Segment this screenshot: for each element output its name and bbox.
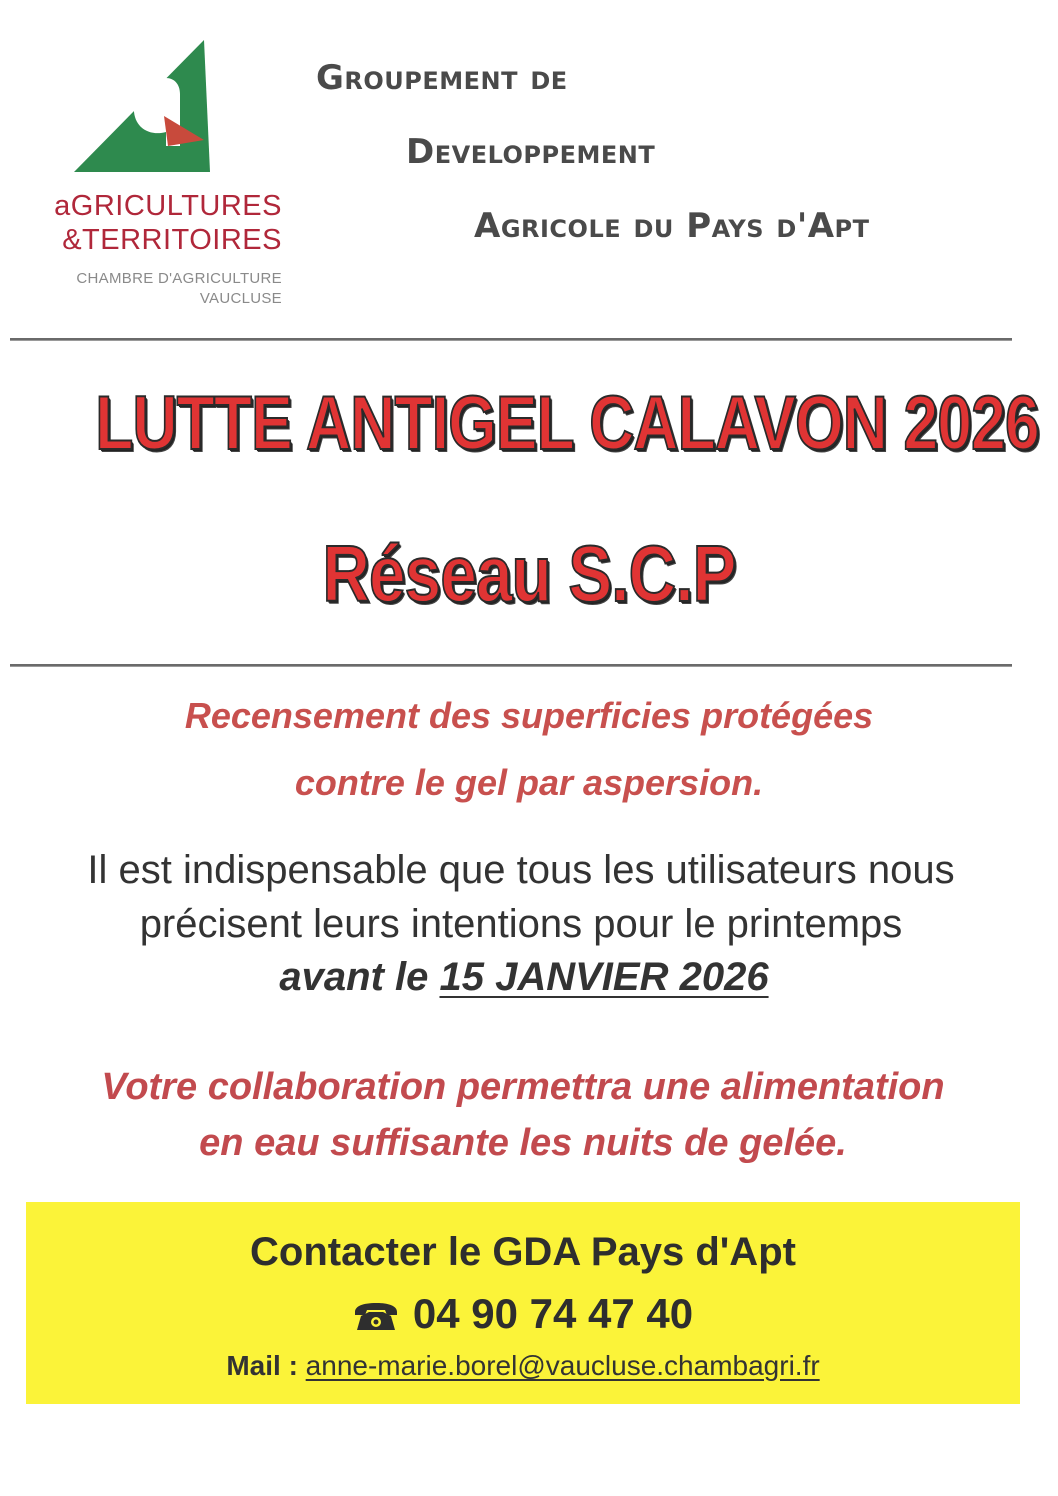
telephone-icon (353, 1302, 399, 1332)
census-line1: Recensement des superficies protégées (184, 695, 874, 736)
org-name-line1: Groupement de (316, 58, 568, 98)
phone-number: 04 90 74 47 40 (412, 1290, 694, 1337)
notice-line1: Il est indispensable que tous les utilisateurs nous (87, 848, 955, 892)
headline-subtitle: Réseau S.C.P (322, 529, 736, 618)
email-link[interactable]: anne-marie.borel@vaucluse.chambagri.fr (305, 1350, 820, 1381)
headline-title: LUTTE ANTIGEL CALAVON 2026 (95, 381, 1039, 466)
contact-box (26, 1202, 1020, 1404)
divider-top (10, 338, 1012, 341)
collaboration-line2: en eau suffisante les nuits de gelée. (199, 1122, 847, 1164)
census-line2: contre le gel par aspersion. (294, 762, 764, 803)
logo-text-chambre: CHAMBRE D'AGRICULTURE (76, 270, 282, 287)
logo-text-territoires: &TERRITOIRES (62, 224, 282, 256)
deadline-prefix: avant le (279, 955, 440, 999)
chamber-logo (54, 38, 282, 318)
deadline-date: 15 JANVIER 2026 (439, 955, 769, 999)
contact-title: Contacter le GDA Pays d'Apt (250, 1230, 796, 1274)
deadline (0, 955, 1048, 1000)
logo-mark-icon (70, 38, 220, 178)
mail-label: Mail : (226, 1350, 306, 1381)
contact-phone (26, 1290, 1020, 1338)
notice-line2: précisent leurs intentions pour le printemps (139, 902, 903, 946)
divider-bottom (10, 664, 1012, 667)
logo-text-vaucluse: VAUCLUSE (199, 290, 282, 307)
org-name-line3: Agricole du Pays d'Apt (474, 206, 870, 246)
logo-text-agricultures: aGRICULTURES (54, 190, 282, 222)
collaboration-line1: Votre collaboration permettra une alimentation (101, 1066, 945, 1108)
org-name-line2: Developpement (406, 132, 656, 172)
contact-mail (26, 1350, 1020, 1382)
